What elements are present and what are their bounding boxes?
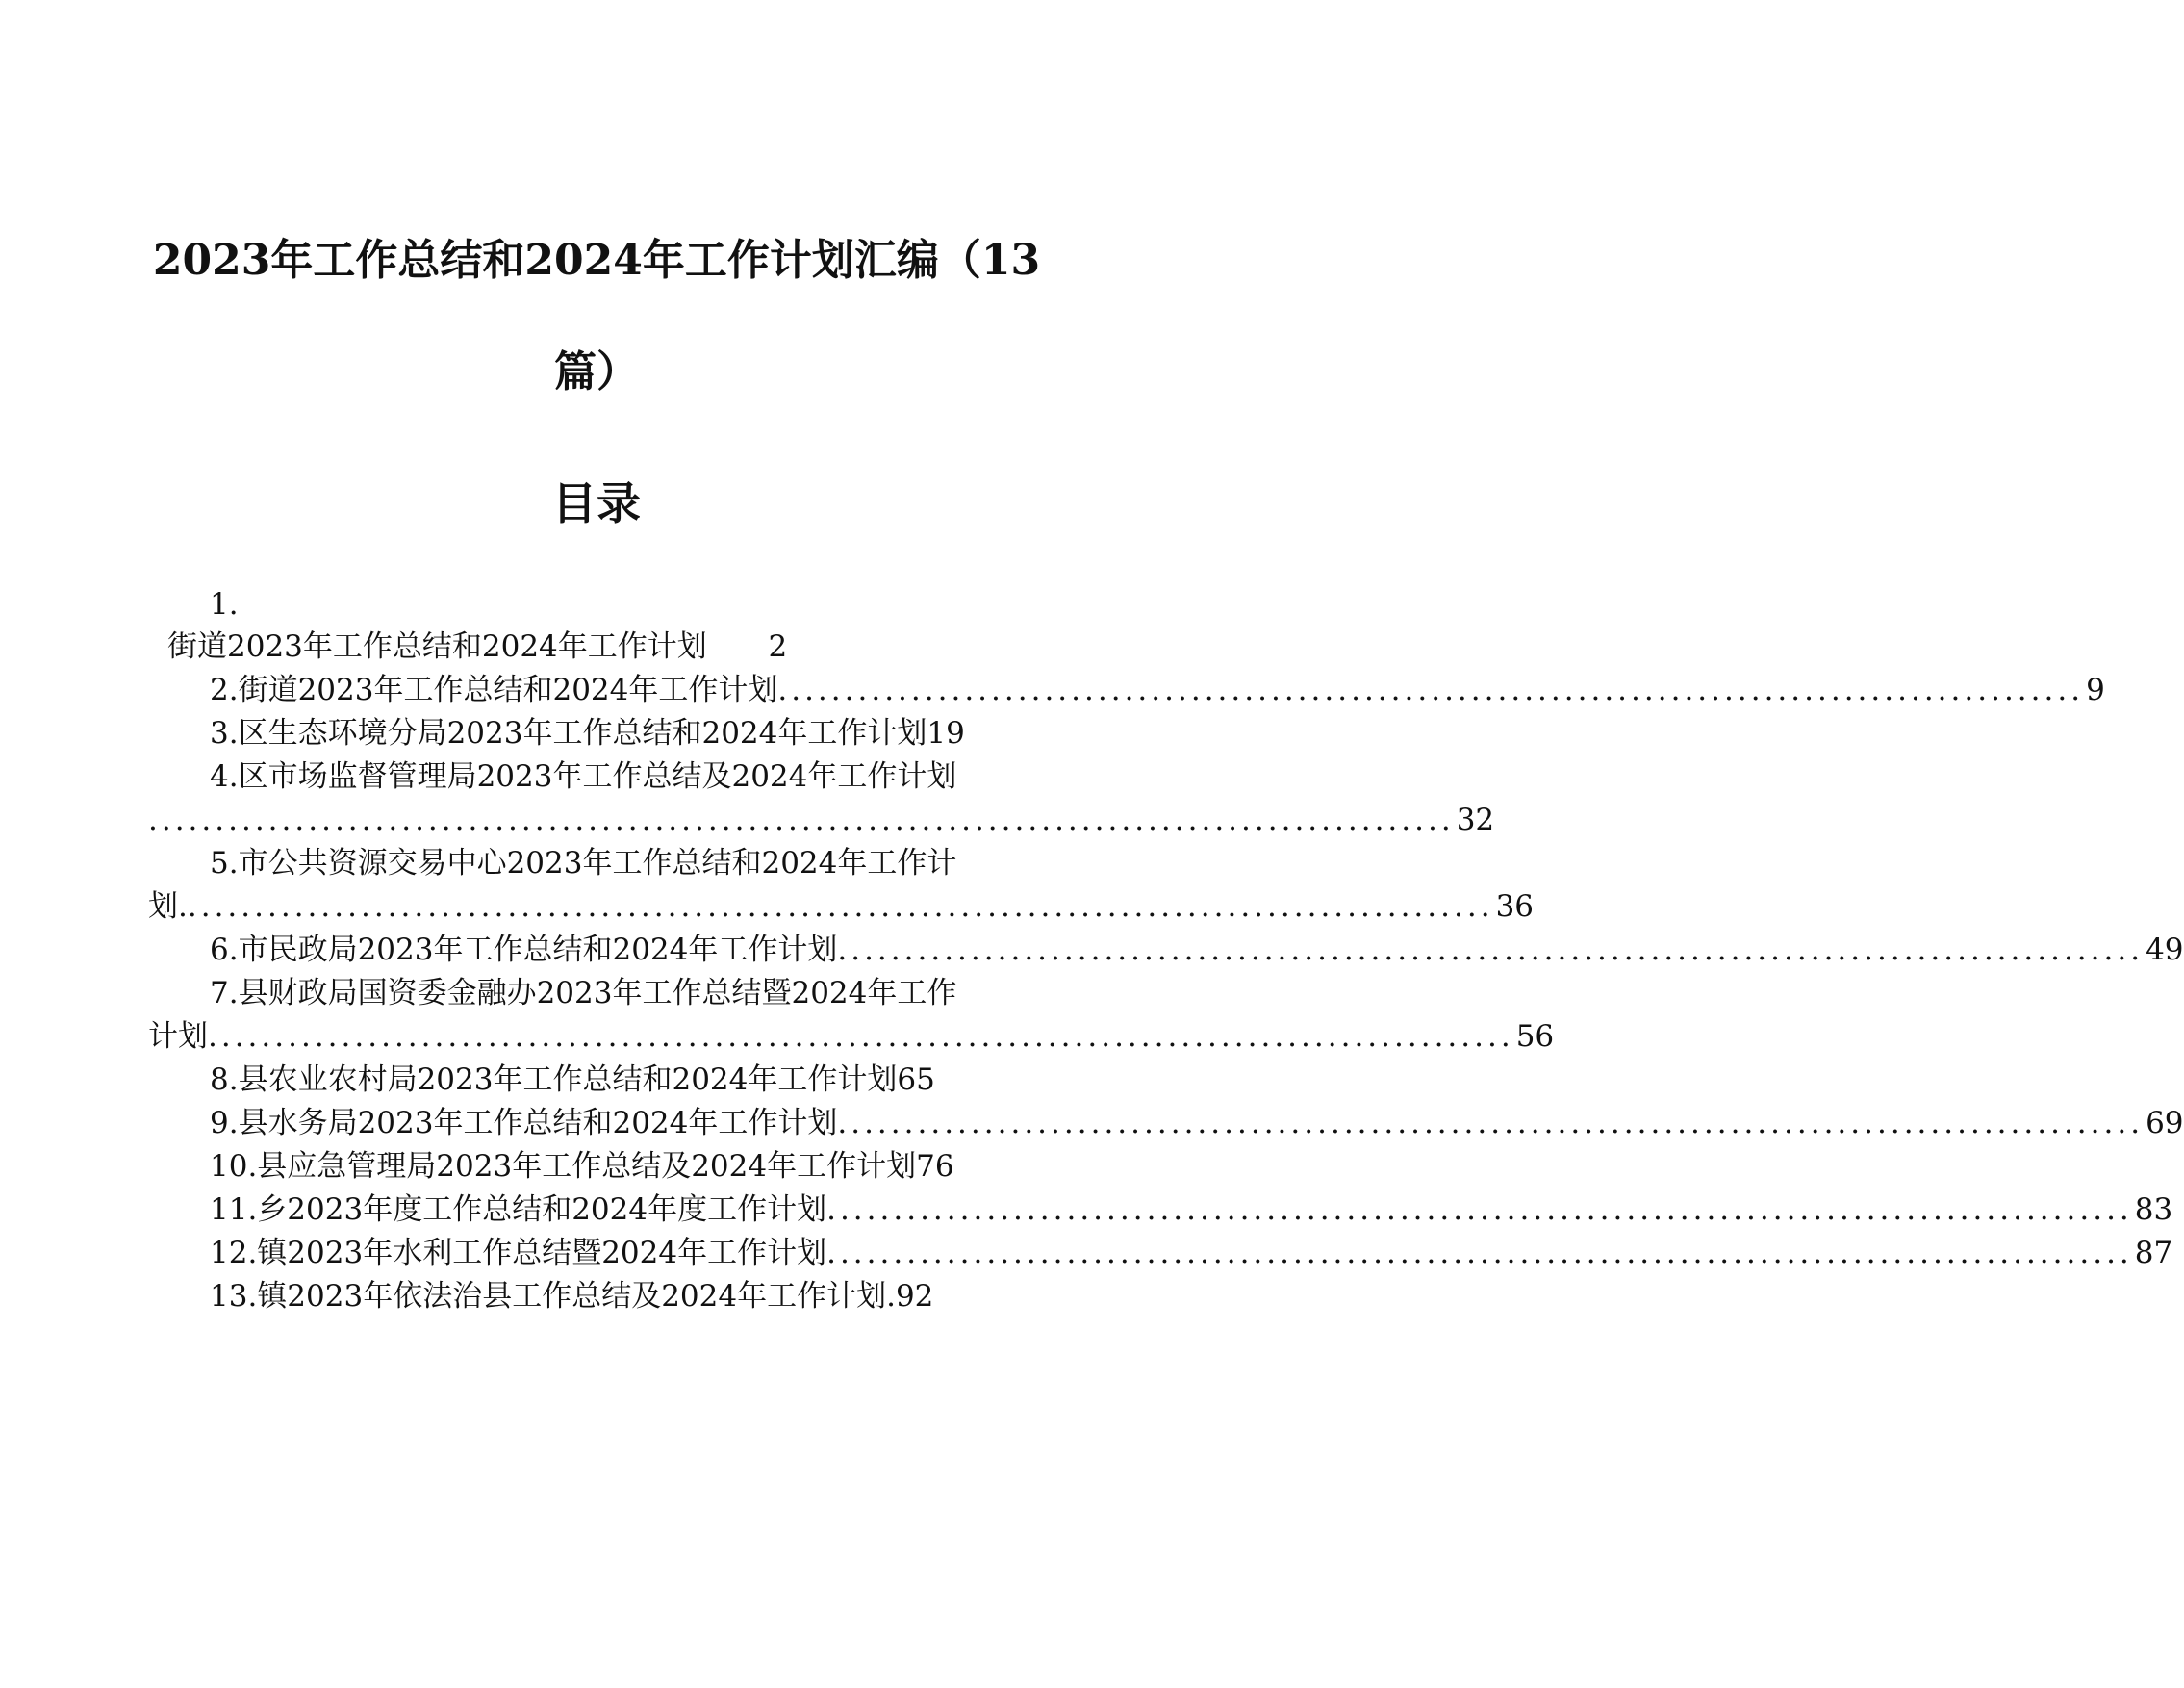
- toc-entry-text: 11.乡2023年度工作总结和2024年度工作计划: [210, 1192, 827, 1227]
- toc-entry-2[interactable]: [210, 671, 2105, 709]
- toc-entry-7[interactable]: [210, 974, 956, 1012]
- toc-entry-text: 7.县财政局国资委金融办2023年工作总结暨2024年工作: [210, 976, 957, 1010]
- toc-entry-5-continuation[interactable]: [148, 887, 1535, 926]
- toc-page-number: 2: [768, 629, 788, 664]
- toc-page-number: 65: [897, 1062, 935, 1097]
- toc-entry-text: 街道2023年工作总结和2024年工作计划: [167, 629, 707, 664]
- toc-page-number: 32: [1456, 803, 1495, 837]
- toc-entry-13[interactable]: [210, 1277, 933, 1316]
- toc-leader-dots: ..................................................................................................: [777, 673, 2085, 707]
- toc-entry-11[interactable]: [210, 1190, 2173, 1229]
- toc-entry-4-continuation[interactable]: [148, 801, 1495, 839]
- toc-leader-dots: ..................................................................................................: [826, 1236, 2133, 1270]
- toc-entry-text: 2.街道2023年工作总结和2024年工作计划: [210, 673, 778, 707]
- toc-leader-dots: ..................................................................................................: [187, 889, 1494, 924]
- toc-entry-10[interactable]: [210, 1147, 954, 1186]
- toc-page-number: 76: [916, 1149, 954, 1184]
- toc-entry-text: 4.区市场监督管理局2023年工作总结及2024年工作计划: [210, 759, 957, 794]
- toc-entry-8[interactable]: [210, 1061, 935, 1099]
- toc-entry-text: 3.区生态环境分局2023年工作总结和2024年工作计划: [210, 716, 927, 751]
- toc-page-number: 36: [1495, 889, 1535, 924]
- toc-entry-text: 9.县水务局2023年工作总结和2024年工作计划: [210, 1106, 838, 1140]
- toc-entry-1-number[interactable]: 1.: [210, 587, 239, 622]
- toc-entry-5[interactable]: [210, 844, 956, 882]
- toc-entry-text: 12.镇2023年水利工作总结暨2024年工作计划: [210, 1236, 827, 1270]
- toc-entry-9[interactable]: [210, 1104, 2184, 1142]
- toc-leader-dots: ..................................................................................................: [837, 933, 2145, 967]
- toc-page-number: 87: [2134, 1236, 2173, 1270]
- toc-page-number: 19: [927, 716, 965, 751]
- toc-leader-dots: ..................................................................................................: [208, 1019, 1514, 1054]
- toc-entry-1[interactable]: [167, 627, 787, 666]
- toc-entry-text: 5.市公共资源交易中心2023年工作总结和2024年工作计: [210, 846, 957, 881]
- toc-entry-text: 8.县农业农村局2023年工作总结和2024年工作计划: [210, 1062, 898, 1097]
- toc-heading: 目录: [552, 477, 641, 529]
- toc-page-number: 49: [2146, 933, 2184, 967]
- toc-page-number: 83: [2134, 1192, 2173, 1227]
- toc-entry-continuation: 划.: [148, 889, 188, 924]
- document-title-line-1: 2023年工作总结和2024年工作计划汇编（13: [152, 236, 1041, 285]
- toc-entry-7-continuation[interactable]: [148, 1017, 1555, 1056]
- toc-entry-text: 13.镇2023年依法治县工作总结及2024年工作计划.: [210, 1279, 896, 1314]
- toc-page-number: 92: [895, 1279, 934, 1314]
- toc-entry-text: 6.市民政局2023年工作总结和2024年工作计划: [210, 933, 838, 967]
- toc-page-number: 69: [2146, 1106, 2184, 1140]
- document-title-line-2: 篇）: [554, 347, 639, 396]
- toc-entry-6[interactable]: [210, 931, 2184, 969]
- toc-entry-4[interactable]: [210, 757, 956, 796]
- toc-page-number: 56: [1515, 1019, 1555, 1054]
- toc-entry-12[interactable]: [210, 1234, 2173, 1272]
- toc-leader-dots: ..................................................................................................: [837, 1106, 2145, 1140]
- toc-entry-3[interactable]: [210, 714, 965, 753]
- toc-page-number: 9: [2086, 673, 2105, 707]
- toc-entry-text: 10.县应急管理局2023年工作总结及2024年工作计划: [210, 1149, 917, 1184]
- toc-leader-dots: ..................................................................................................: [826, 1192, 2133, 1227]
- toc-leader-dots: ..................................................................................................: [148, 803, 1455, 837]
- toc-entry-continuation: 计划: [148, 1019, 208, 1054]
